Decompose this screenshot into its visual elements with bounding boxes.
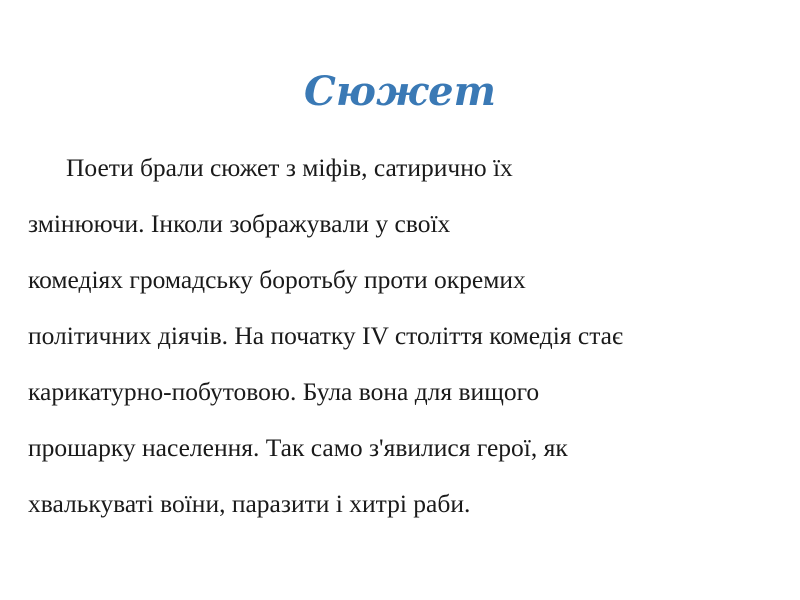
paragraph-line: політичних діячів. На початку IV століття комедія стає xyxy=(28,321,623,350)
paragraph-line: хвалькуваті воїни, паразити і хитрі раби. xyxy=(28,489,471,518)
paragraph-line: комедіях громадську боротьбу проти окремих xyxy=(28,265,526,294)
paragraph-line: карикатурно-побутовою. Була вона для вищого xyxy=(28,377,540,406)
paragraph-line: Поети брали сюжет з міфів, сатирично їх xyxy=(66,153,513,182)
slide-title: Сюжет xyxy=(304,68,496,115)
paragraph-line: змінюючи. Інколи зображували у своїх xyxy=(28,209,451,238)
body-paragraph xyxy=(28,140,788,532)
paragraph-line: прошарку населення. Так само з'явилися герої, як xyxy=(28,433,568,462)
